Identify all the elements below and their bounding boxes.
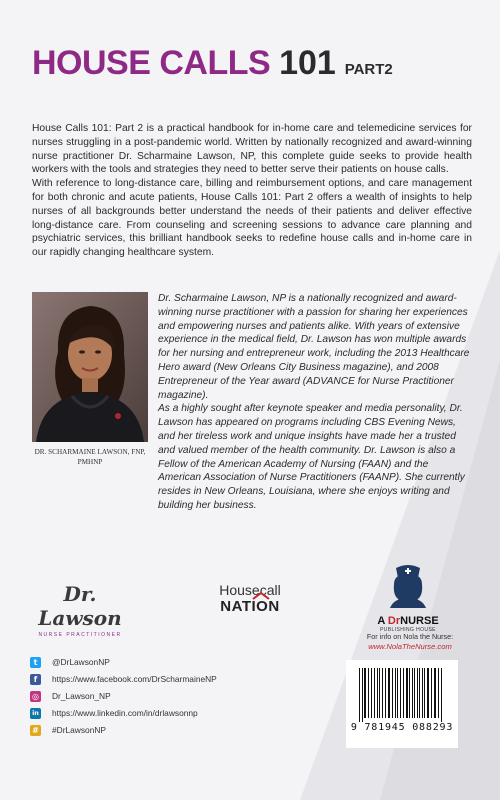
book-description — [32, 122, 472, 260]
author-caption: DR. SCHARMAINE LAWSON, FNP, PMHNP — [34, 448, 146, 466]
lawson-logo-script: Dr. Lawson — [38, 582, 122, 630]
housecall-logo-line2: NATION — [208, 598, 292, 615]
housecall-logo-line1: Housecall — [219, 582, 281, 598]
house-roof-icon — [252, 592, 270, 600]
social-text[interactable]: #DrLawsonNP — [52, 725, 106, 735]
nola-url-link[interactable]: www.NolaTheNurse.com — [368, 642, 452, 651]
housecall-nation-logo — [208, 582, 292, 615]
nurse-silhouette-icon — [386, 562, 430, 608]
social-text[interactable]: https://www.linkedin.com/in/drlawsonnp — [52, 708, 198, 718]
lawson-logo-subtitle: NURSE PRACTITIONER — [38, 632, 122, 638]
title-part: PART2 — [344, 61, 393, 78]
nola-info — [350, 632, 470, 652]
hashtag-icon: # — [30, 725, 41, 736]
description-paragraph-1: House Calls 101: Part 2 is a practical handbook for in-home care and telemedicine services for nurses struggling in a post-pandemic world. Written by nationally recognized and award-winning nurse practitioner Dr. Scharmaine Lawson, NP, this complete guide seeks to provide health workers with the tools and strategies they need to better serve their patients on house calls. — [32, 123, 472, 176]
isbn-barcode — [346, 660, 458, 748]
instagram-icon: ◎ — [30, 691, 41, 702]
nola-label: For info on Nola the Nurse: — [366, 632, 454, 641]
isbn-number: 9 781945 088293 — [350, 722, 454, 733]
dr-lawson-logo — [30, 582, 130, 638]
social-text[interactable]: https://www.facebook.com/DrScharmaineNP — [52, 674, 217, 684]
twitter-icon: t — [30, 657, 41, 668]
description-paragraph-2: With reference to long-distance care, billing and reimbursement options, and care management for both chronic and acute patients, House Calls 101: Part 2 offers a wealth of insights to help nurses of all backgrounds better understand the needs of their patients and deliver effective long-distance care. From counseling and screening sessions to advance care planning and psychiatric services, this brilliant handbook seeks to redefine house calls and in-home care in our rapidly changing healthcare system. — [32, 178, 472, 259]
bio-paragraph-1: Dr. Scharmaine Lawson, NP is a nationally recognized and award-winning nurse practitioner with a passion for sharing her experiences and empowering nurses and patients alike. With years of extensive experience in the medical field, Dr. Lawson has won multiple awards for her nursing and entrepreneur work, including the 2013 Healthcare Hero award (New Orleans City Business magazine), and 2008 Entrepreneur of the Year award (ADVANCE for Nurse Practitioner magazine). — [158, 293, 470, 401]
social-text[interactable]: @DrLawsonNP — [52, 657, 110, 667]
author-photo — [32, 292, 148, 442]
title-number: 101 — [279, 44, 336, 82]
author-bio — [158, 292, 472, 513]
linkedin-icon: in — [30, 708, 41, 719]
publisher-subtitle: PUBLISHING HOUSE — [380, 627, 436, 633]
bio-paragraph-2: As a highly sought after keynote speaker and media personality, Dr. Lawson has appeared on programs including CBS Evening News, and her tireless work and unique insights have made her a trusted and valued member of the health community. Dr. Lawson is also a Fellow of the American Academy of Nursing (FAAN) and the American Association of Nurse Practitioners (FAANP). She currently resides in New Orleans, Louisiana, where she enjoys writing and building her business. — [158, 403, 465, 511]
facebook-icon: f — [30, 674, 41, 685]
barcode-bars — [358, 668, 446, 722]
title-main: HOUSE CALLS — [32, 44, 271, 82]
dr-nurse-publishing-logo — [348, 562, 468, 633]
social-text[interactable]: Dr_Lawson_NP — [52, 691, 111, 701]
book-title — [32, 44, 393, 83]
publisher-name: A DrNURSE — [377, 615, 439, 627]
